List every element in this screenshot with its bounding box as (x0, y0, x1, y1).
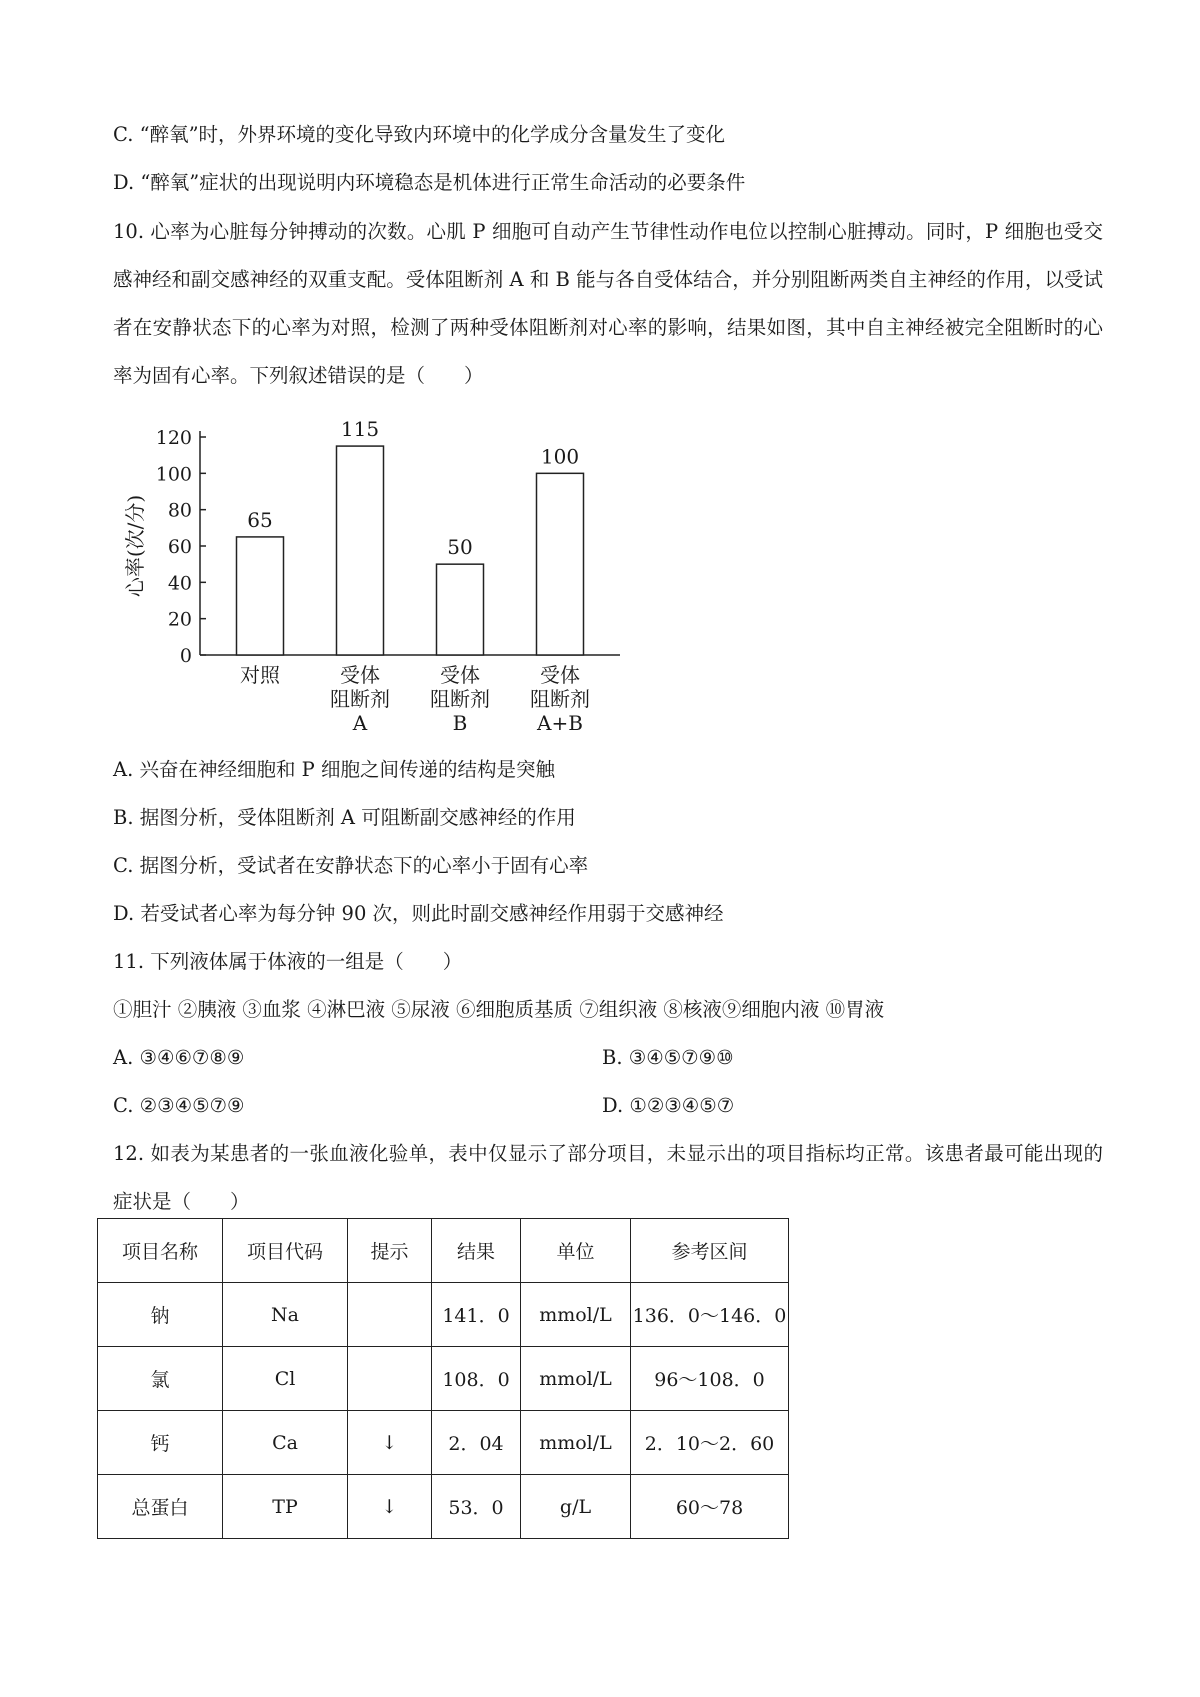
bar-value-label: 115 (340, 417, 380, 442)
table-cell: 氯 (98, 1347, 223, 1411)
y-tick-label: 0 (179, 645, 192, 667)
y-tick-label: 100 (155, 463, 192, 486)
q10-option-d: D. 若受试者心率为每分钟 90 次，则此时副交感神经作用弱于交感神经 (113, 902, 724, 925)
bar-value-label: 50 (447, 535, 473, 560)
q9-option-c: C. “醉氧”时，外界环境的变化导致内环境中的化学成分含量发生了变化 (113, 123, 726, 146)
x-category-label: 受体 (440, 663, 480, 687)
x-category-label: 阻断剂 (530, 687, 590, 711)
table-cell: mmol/L (521, 1411, 631, 1475)
table-cell: 108．0 (432, 1347, 521, 1411)
q9-option-d: D. “醉氧”症状的出现说明内环境稳态是机体进行正常生命活动的必要条件 (113, 171, 746, 194)
table-cell: mmol/L (521, 1283, 631, 1347)
heart-rate-bar-chart (120, 405, 640, 735)
y-tick-label: 40 (167, 572, 192, 595)
table-cell: Na (223, 1283, 348, 1347)
table-cell: ↓ (348, 1411, 432, 1475)
table-cell: 钠 (98, 1283, 223, 1347)
q11-option-c: C. ②③④⑤⑦⑨ (113, 1094, 245, 1117)
table-cell (348, 1283, 432, 1347)
col-header: 提示 (348, 1219, 432, 1283)
table-cell: 2．10～2．60 (631, 1411, 789, 1475)
y-tick-label: 60 (167, 536, 192, 558)
x-category-label: 阻断剂 (430, 687, 490, 711)
bar (537, 473, 584, 655)
col-header: 项目名称 (98, 1219, 223, 1283)
q11-stem: 11. 下列液体属于体液的一组是（ ） (113, 950, 463, 973)
table-cell: 60～78 (631, 1475, 789, 1539)
table-cell: Ca (223, 1411, 348, 1475)
y-tick-label: 120 (155, 427, 192, 449)
y-tick-label: 80 (167, 499, 192, 522)
col-header: 结果 (432, 1219, 521, 1283)
table-cell: ↓ (348, 1475, 432, 1539)
table-cell: 96～108．0 (631, 1347, 789, 1411)
table-cell: 136．0～146．0 (631, 1283, 789, 1347)
x-category-label: 阻断剂 (330, 687, 390, 711)
table-cell: g/L (521, 1475, 631, 1539)
bar-value-label: 100 (540, 444, 580, 469)
table-row (98, 1411, 789, 1475)
q11-option-b: B. ③④⑤⑦⑨⑩ (602, 1046, 734, 1069)
q10-stem: 10. 心率为心脏每分钟搏动的次数。心肌 P 细胞可自动产生节律性动作电位以控制心脏搏动。同时，P 细胞也受交感神经和副交感神经的双重支配。受体阻断剂 A 和 B 能与各自受体结合，并分别阻断两类自主神经的作用，以受试者在安静状态下的心率为对照，检测了两种受体阻断剂对心率的影响，结果如图，其中自主神经被完全阻断时的心率为固有心率。下列叙述错误的是（ ） (113, 220, 1103, 387)
bar-value-label: 65 (247, 507, 273, 532)
table-header-row (98, 1219, 789, 1283)
col-header: 参考区间 (631, 1219, 789, 1283)
q11-option-d: D. ①②③④⑤⑦ (602, 1094, 735, 1117)
table-cell: 总蛋白 (98, 1475, 223, 1539)
table-cell: mmol/L (521, 1347, 631, 1411)
col-header: 单位 (521, 1219, 631, 1283)
q11-items: ①胆汁 ②胰液 ③血浆 ④淋巴液 ⑤尿液 ⑥细胞质基质 ⑦组织液 ⑧核液⑨细胞内液 ⑩胃液 (113, 998, 885, 1021)
x-category-label: 受体 (540, 663, 580, 687)
x-category-label: 受体 (340, 663, 380, 687)
bar (437, 564, 484, 655)
q11-option-a: A. ③④⑥⑦⑧⑨ (113, 1046, 245, 1069)
bar (237, 537, 284, 655)
x-category-label: A (352, 711, 368, 735)
q10-option-c: C. 据图分析，受试者在安静状态下的心率小于固有心率 (113, 854, 589, 877)
table-cell (348, 1347, 432, 1411)
table-cell: 2．04 (432, 1411, 521, 1475)
q10-option-b: B. 据图分析，受体阻断剂 A 可阻断副交感神经的作用 (113, 806, 576, 829)
table-cell: 141．0 (432, 1283, 521, 1347)
table-row (98, 1475, 789, 1539)
table-cell: 钙 (98, 1411, 223, 1475)
y-axis-label: 心率(次/分) (123, 494, 147, 598)
q12-stem: 12. 如表为某患者的一张血液化验单，表中仅显示了部分项目，未显示出的项目指标均正常。该患者最可能出现的症状是（ ） (113, 1142, 1103, 1213)
blood-test-table (97, 1218, 789, 1539)
x-category-label: B (452, 711, 468, 735)
table-row (98, 1283, 789, 1347)
table-cell: Cl (223, 1347, 348, 1411)
table-row (98, 1347, 789, 1411)
x-category-label: 对照 (240, 663, 280, 687)
bar (337, 446, 384, 655)
q10-option-a: A. 兴奋在神经细胞和 P 细胞之间传递的结构是突触 (113, 758, 555, 781)
table-cell: TP (223, 1475, 348, 1539)
table-cell: 53．0 (432, 1475, 521, 1539)
col-header: 项目代码 (223, 1219, 348, 1283)
y-tick-label: 20 (167, 608, 192, 631)
x-category-label: A+B (537, 711, 583, 735)
